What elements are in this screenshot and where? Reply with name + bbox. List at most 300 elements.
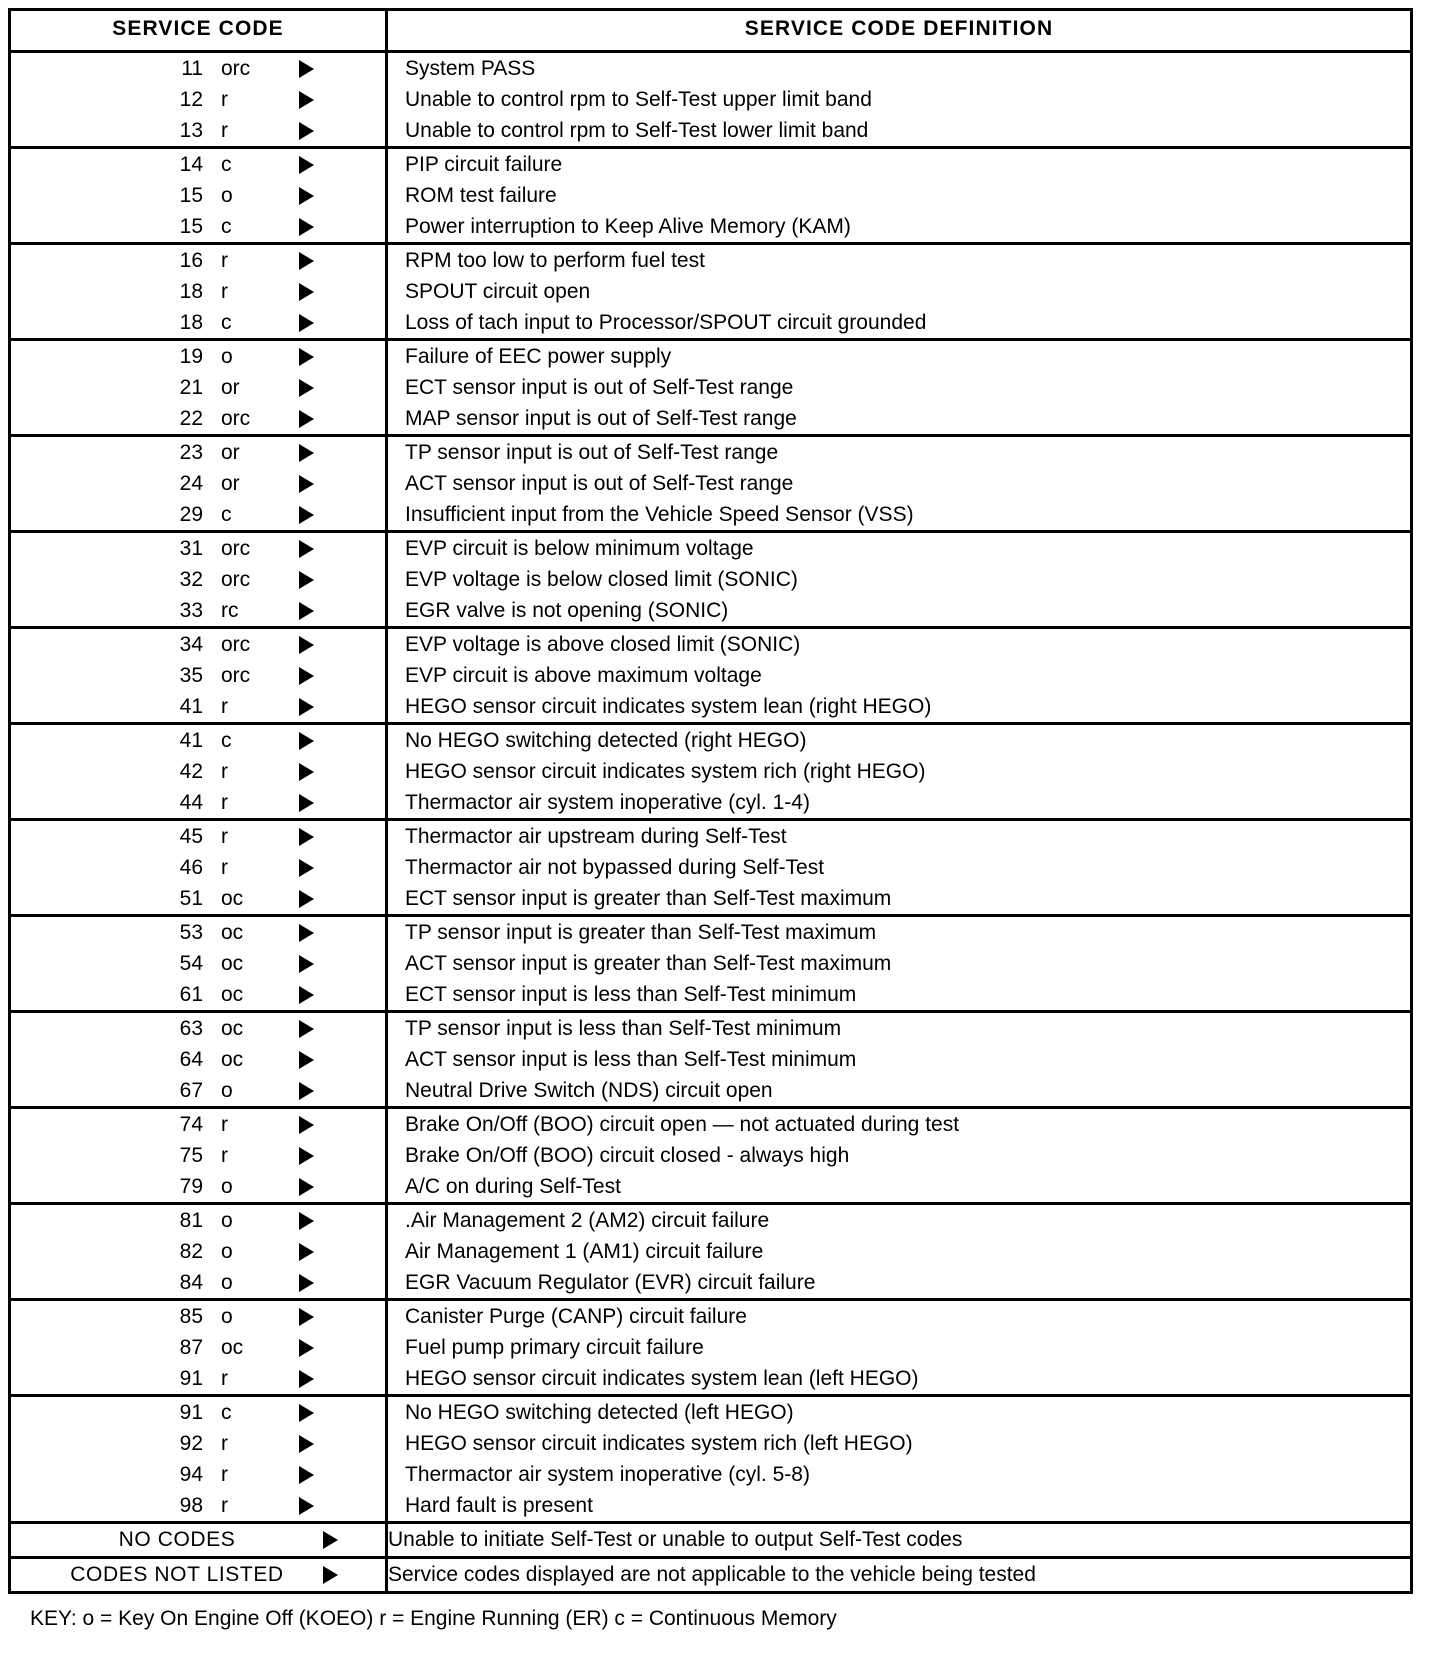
service-code-definition-text: Canister Purge (CANP) circuit failure — [405, 1305, 747, 1328]
service-code-test-modes: orc — [221, 537, 251, 560]
service-code-definition-text: SPOUT circuit open — [405, 280, 591, 303]
right-triangle-bullet-icon — [299, 283, 314, 301]
row-marker — [299, 859, 385, 877]
service-code-definition-lines — [388, 149, 1410, 242]
row-marker — [299, 955, 385, 973]
right-triangle-bullet-icon — [299, 1051, 314, 1069]
service-code-number: 41 — [179, 695, 203, 718]
table-row — [11, 1428, 385, 1459]
right-triangle-bullet-icon — [299, 1082, 314, 1100]
row-marker — [299, 794, 385, 812]
service-code-number: 18 — [179, 280, 203, 303]
service-code-definition-text: Loss of tach input to Processor/SPOUT circuit grounded — [405, 311, 927, 334]
service-code-test-modes: r — [221, 1494, 228, 1517]
service-code-test-modes: r — [221, 88, 228, 111]
table-row — [11, 1363, 385, 1394]
service-code-test-modes: orc — [221, 568, 251, 591]
service-code-number: 53 — [179, 921, 203, 944]
service-code-definition-text: ECT sensor input is out of Self-Test range — [405, 376, 794, 399]
right-triangle-bullet-icon — [299, 571, 314, 589]
right-triangle-bullet-icon — [299, 475, 314, 493]
service-code-lines — [11, 149, 385, 242]
service-code-number: 79 — [179, 1175, 203, 1198]
row-marker — [299, 602, 385, 620]
service-code-test-modes: or — [221, 441, 240, 464]
service-code-cell — [10, 1012, 387, 1108]
row-marker — [299, 1116, 385, 1134]
table-row — [11, 725, 385, 756]
row-marker — [299, 1274, 385, 1292]
table-row — [11, 948, 385, 979]
service-code-number: 31 — [179, 537, 203, 560]
right-triangle-bullet-icon — [299, 91, 314, 109]
service-code-lines — [11, 1109, 385, 1202]
service-code-definition-text: HEGO sensor circuit indicates system rich (left HEGO) — [405, 1432, 913, 1455]
table-row — [11, 1140, 385, 1171]
service-code-cell — [10, 1108, 387, 1204]
service-code-test-modes: r — [221, 1367, 228, 1390]
service-code-test-modes: r — [221, 695, 228, 718]
table-header — [10, 10, 1412, 52]
service-code-number: 41 — [179, 729, 203, 752]
right-triangle-bullet-icon — [299, 156, 314, 174]
row-marker — [299, 91, 385, 109]
service-code-number: 11 — [181, 57, 203, 80]
service-code-cell — [10, 628, 387, 724]
service-code-definition-cell — [387, 1108, 1412, 1204]
row-marker — [299, 379, 385, 397]
service-code-definition-lines — [388, 341, 1410, 434]
service-code-definition-cell — [387, 148, 1412, 244]
table-row-group — [10, 436, 1412, 532]
table-row — [11, 245, 385, 276]
table-row — [11, 499, 385, 530]
service-code-number: 35 — [179, 664, 203, 687]
right-triangle-bullet-icon — [299, 1308, 314, 1326]
service-code-number: 85 — [179, 1305, 203, 1328]
table-row-special — [10, 1523, 1412, 1558]
right-triangle-bullet-icon — [299, 1274, 314, 1292]
service-code-definition-cell — [387, 1300, 1412, 1396]
row-marker — [299, 410, 385, 428]
service-code-number: 82 — [179, 1240, 203, 1263]
table-row — [11, 211, 385, 242]
row-marker — [299, 218, 385, 236]
table-row — [11, 1397, 385, 1428]
service-code-definition-text: No HEGO switching detected (left HEGO) — [405, 1401, 794, 1424]
row-marker — [299, 314, 385, 332]
service-code-cell — [10, 436, 387, 532]
table-row — [11, 437, 385, 468]
right-triangle-bullet-icon — [299, 60, 314, 78]
service-code-definition-text: EVP voltage is below closed limit (SONIC) — [405, 568, 798, 591]
service-code-number: 34 — [179, 633, 203, 656]
table-row-group — [10, 148, 1412, 244]
service-code-definition-text: RPM too low to perform fuel test — [405, 249, 705, 272]
table-row-group — [10, 1396, 1412, 1523]
service-code-definition-text: Insufficient input from the Vehicle Speed Sensor (VSS) — [405, 503, 914, 526]
right-triangle-bullet-icon — [299, 924, 314, 942]
row-marker — [299, 828, 385, 846]
service-code-definition-text: EGR valve is not opening (SONIC) — [405, 599, 729, 622]
table-row — [11, 917, 385, 948]
column-header-service-code-definition: SERVICE CODE DEFINITION — [387, 10, 1412, 52]
row-marker — [323, 1566, 385, 1584]
right-triangle-bullet-icon — [299, 410, 314, 428]
service-code-cell — [10, 340, 387, 436]
service-code-definition-text: Thermactor air system inoperative (cyl. 1-4) — [405, 791, 810, 814]
service-code-cell — [10, 724, 387, 820]
table-row-group — [10, 1108, 1412, 1204]
service-code-number: 15 — [179, 215, 203, 238]
service-code-test-modes: o — [221, 184, 233, 207]
right-triangle-bullet-icon — [299, 794, 314, 812]
row-marker — [299, 122, 385, 140]
service-code-definition-text: EVP voltage is above closed limit (SONIC) — [405, 633, 801, 656]
column-header-service-code: SERVICE CODE — [10, 10, 387, 52]
service-code-definition-text: Hard fault is present — [405, 1494, 593, 1517]
table-row — [11, 1236, 385, 1267]
table-body — [10, 52, 1412, 1593]
table-row — [11, 1171, 385, 1202]
service-code-definition-text: TP sensor input is less than Self-Test minimum — [405, 1017, 842, 1040]
service-code-lines — [11, 1205, 385, 1298]
row-marker — [299, 890, 385, 908]
row-marker — [299, 283, 385, 301]
service-code-number: 91 — [179, 1401, 203, 1424]
service-code-definition-text: ACT sensor input is greater than Self-Test maximum — [405, 952, 892, 975]
table-row-group — [10, 820, 1412, 916]
service-code-definition-cell — [387, 916, 1412, 1012]
key-legend: KEY: o = Key On Engine Off (KOEO) r = Engine Running (ER) c = Continuous Memory — [30, 1607, 837, 1630]
right-triangle-bullet-icon — [323, 1566, 338, 1584]
service-code-number: 91 — [179, 1367, 203, 1390]
right-triangle-bullet-icon — [299, 187, 314, 205]
service-code-number: 44 — [179, 791, 203, 814]
table-row — [11, 979, 385, 1010]
service-code-definition-text: ACT sensor input is less than Self-Test minimum — [405, 1048, 857, 1071]
service-code-definition-text: MAP sensor input is out of Self-Test range — [405, 407, 797, 430]
row-marker — [323, 1531, 385, 1549]
service-code-number: 54 — [179, 952, 203, 975]
service-code-test-modes: r — [221, 1113, 228, 1136]
service-code-definition-lines — [388, 821, 1410, 914]
table-row — [11, 307, 385, 338]
right-triangle-bullet-icon — [299, 218, 314, 236]
service-code-cell — [10, 1523, 387, 1558]
service-code-test-modes: c — [221, 215, 232, 238]
service-code-definition-cell — [387, 1204, 1412, 1300]
right-triangle-bullet-icon — [299, 444, 314, 462]
row-marker — [299, 1435, 385, 1453]
special-code-inner — [11, 1524, 385, 1556]
service-code-cell — [10, 1204, 387, 1300]
service-code-definition-text: TP sensor input is greater than Self-Test maximum — [405, 921, 877, 944]
service-code-cell — [10, 1558, 387, 1593]
service-code-definition-text: Thermactor air upstream during Self-Test — [405, 825, 787, 848]
service-code-lines — [11, 917, 385, 1010]
right-triangle-bullet-icon — [299, 667, 314, 685]
service-code-test-modes: or — [221, 376, 240, 399]
right-triangle-bullet-icon — [299, 763, 314, 781]
service-code-lines — [11, 437, 385, 530]
service-code-number: 45 — [179, 825, 203, 848]
table-row — [11, 1267, 385, 1298]
service-code-number: 19 — [179, 345, 203, 368]
table-row-group — [10, 1012, 1412, 1108]
row-marker — [299, 1339, 385, 1357]
table-row — [11, 180, 385, 211]
right-triangle-bullet-icon — [299, 1212, 314, 1230]
table-row — [11, 403, 385, 434]
service-code-definition-text: TP sensor input is out of Self-Test range — [405, 441, 779, 464]
row-marker — [299, 1243, 385, 1261]
service-code-test-modes: r — [221, 791, 228, 814]
service-code-number: 14 — [179, 153, 203, 176]
special-code-label: CODES NOT LISTED — [70, 1563, 284, 1586]
table-row — [11, 691, 385, 722]
service-code-test-modes: o — [221, 1271, 233, 1294]
service-code-number: 81 — [179, 1209, 203, 1232]
service-code-definition-cell — [387, 820, 1412, 916]
special-code-inner — [11, 1559, 385, 1591]
service-code-test-modes: o — [221, 1305, 233, 1328]
row-marker — [299, 348, 385, 366]
row-marker — [299, 1051, 385, 1069]
service-code-test-modes: r — [221, 1144, 228, 1167]
row-marker — [299, 1308, 385, 1326]
table-row — [11, 787, 385, 818]
service-code-test-modes: r — [221, 856, 228, 879]
service-code-definition-cell — [387, 724, 1412, 820]
service-code-lines — [11, 341, 385, 434]
service-code-definition-text: ECT sensor input is less than Self-Test minimum — [405, 983, 857, 1006]
table-row — [11, 84, 385, 115]
service-code-cell — [10, 244, 387, 340]
table-row — [11, 1044, 385, 1075]
service-code-definition-text: ROM test failure — [405, 184, 557, 207]
row-marker — [299, 1178, 385, 1196]
service-code-test-modes: oc — [221, 1336, 244, 1359]
service-code-cell — [10, 1300, 387, 1396]
table-row — [11, 1013, 385, 1044]
service-code-number: 21 — [179, 376, 203, 399]
row-marker — [299, 60, 385, 78]
table-row — [11, 1490, 385, 1521]
service-code-test-modes: r — [221, 249, 228, 272]
service-code-test-modes: r — [221, 825, 228, 848]
service-code-definition-cell — [387, 340, 1412, 436]
service-code-number: 61 — [179, 983, 203, 1006]
right-triangle-bullet-icon — [299, 1404, 314, 1422]
service-code-definition-lines — [388, 629, 1410, 722]
service-code-lines — [11, 1397, 385, 1521]
service-code-test-modes: oc — [221, 952, 244, 975]
row-marker — [299, 1466, 385, 1484]
service-code-number: 63 — [179, 1017, 203, 1040]
service-code-test-modes: rc — [221, 599, 239, 622]
service-code-test-modes: oc — [221, 1048, 244, 1071]
service-code-test-modes: o — [221, 1240, 233, 1263]
service-code-definition-text: ACT sensor input is out of Self-Test range — [405, 472, 794, 495]
table-row-group — [10, 628, 1412, 724]
row-marker — [299, 1212, 385, 1230]
special-code-label: NO CODES — [118, 1528, 236, 1551]
table-row — [11, 821, 385, 852]
service-code-definition-lines — [388, 1397, 1410, 1521]
service-code-definition-lines — [388, 725, 1410, 818]
service-code-test-modes: oc — [221, 983, 244, 1006]
service-code-definition-cell — [387, 1012, 1412, 1108]
service-code-number: 92 — [179, 1432, 203, 1455]
row-marker — [299, 1404, 385, 1422]
table-row-group — [10, 244, 1412, 340]
right-triangle-bullet-icon — [299, 1116, 314, 1134]
service-code-definition-text: ECT sensor input is greater than Self-Test maximum — [405, 887, 892, 910]
service-code-definition-text: Thermactor air system inoperative (cyl. 5-8) — [405, 1463, 810, 1486]
right-triangle-bullet-icon — [299, 890, 314, 908]
service-code-number: 12 — [179, 88, 203, 111]
service-code-definition-text: System PASS — [405, 57, 536, 80]
row-marker — [299, 667, 385, 685]
service-code-number: 98 — [179, 1494, 203, 1517]
service-code-number: 18 — [179, 311, 203, 334]
service-code-lines — [11, 533, 385, 626]
right-triangle-bullet-icon — [299, 986, 314, 1004]
service-code-test-modes: orc — [221, 633, 251, 656]
table-row — [11, 660, 385, 691]
service-code-definition-lines — [388, 917, 1410, 1010]
service-code-definition-text: Unable to control rpm to Self-Test upper limit band — [405, 88, 872, 111]
service-code-cell — [10, 532, 387, 628]
row-marker — [299, 252, 385, 270]
table-row-group — [10, 1300, 1412, 1396]
service-code-test-modes: r — [221, 1432, 228, 1455]
service-code-test-modes: r — [221, 760, 228, 783]
service-code-definition-cell — [387, 1523, 1412, 1558]
service-code-definition-cell — [387, 436, 1412, 532]
service-code-lines — [11, 821, 385, 914]
service-code-definition-lines — [388, 533, 1410, 626]
service-code-definition-text: Unable to initiate Self-Test or unable to output Self-Test codes — [388, 1528, 963, 1551]
service-code-number: 24 — [179, 472, 203, 495]
service-code-test-modes: oc — [221, 921, 244, 944]
table-row — [11, 595, 385, 626]
service-code-definition-lines — [388, 1205, 1410, 1298]
service-code-definition-text: HEGO sensor circuit indicates system lean (left HEGO) — [405, 1367, 919, 1390]
service-code-test-modes: o — [221, 1079, 233, 1102]
table-row — [11, 1459, 385, 1490]
right-triangle-bullet-icon — [299, 1147, 314, 1165]
right-triangle-bullet-icon — [299, 955, 314, 973]
right-triangle-bullet-icon — [299, 602, 314, 620]
right-triangle-bullet-icon — [299, 636, 314, 654]
service-code-definition-cell — [387, 532, 1412, 628]
row-marker — [299, 506, 385, 524]
service-code-definition-lines — [388, 1109, 1410, 1202]
table-row — [11, 1205, 385, 1236]
service-code-number: 94 — [179, 1463, 203, 1486]
service-code-test-modes: r — [221, 119, 228, 142]
table-row — [11, 1075, 385, 1106]
table-row — [11, 115, 385, 146]
right-triangle-bullet-icon — [299, 348, 314, 366]
service-code-test-modes: c — [221, 153, 232, 176]
table-row — [11, 883, 385, 914]
service-code-definition-cell — [387, 628, 1412, 724]
service-code-definition-text: A/C on during Self-Test — [405, 1175, 621, 1198]
service-code-definition-cell — [387, 52, 1412, 148]
table-row-special — [10, 1558, 1412, 1593]
service-code-number: 23 — [179, 441, 203, 464]
table-row-group — [10, 340, 1412, 436]
service-code-test-modes: orc — [221, 664, 251, 687]
service-code-definition-cell — [387, 244, 1412, 340]
service-code-test-modes: or — [221, 472, 240, 495]
service-code-test-modes: o — [221, 345, 233, 368]
service-code-definition-text: EGR Vacuum Regulator (EVR) circuit failure — [405, 1271, 816, 1294]
service-code-definition-cell — [387, 1558, 1412, 1593]
service-code-definition-text: HEGO sensor circuit indicates system rich (right HEGO) — [405, 760, 926, 783]
row-marker — [299, 924, 385, 942]
right-triangle-bullet-icon — [299, 698, 314, 716]
service-code-definition-text: Service codes displayed are not applicable to the vehicle being tested — [388, 1563, 1036, 1586]
right-triangle-bullet-icon — [299, 506, 314, 524]
right-triangle-bullet-icon — [299, 314, 314, 332]
table-row — [11, 1109, 385, 1140]
service-code-test-modes: orc — [221, 57, 251, 80]
row-marker — [299, 698, 385, 716]
service-code-number: 51 — [179, 887, 203, 910]
service-code-number: 29 — [179, 503, 203, 526]
table-row — [11, 468, 385, 499]
service-code-number: 15 — [179, 184, 203, 207]
service-code-cell — [10, 148, 387, 244]
service-code-definition-lines — [388, 1013, 1410, 1106]
right-triangle-bullet-icon — [299, 252, 314, 270]
row-marker — [299, 986, 385, 1004]
service-code-lines — [11, 1013, 385, 1106]
service-code-number: 22 — [179, 407, 203, 430]
table-row — [11, 564, 385, 595]
table-row — [11, 372, 385, 403]
table-row — [11, 1332, 385, 1363]
service-code-definition-text: Brake On/Off (BOO) circuit closed - always high — [405, 1144, 850, 1167]
service-code-definition-text: Thermactor air not bypassed during Self-Test — [405, 856, 825, 879]
service-code-lines — [11, 53, 385, 146]
row-marker — [299, 1020, 385, 1038]
table-row-group — [10, 1204, 1412, 1300]
row-marker — [299, 571, 385, 589]
right-triangle-bullet-icon — [323, 1531, 338, 1549]
service-code-lines — [11, 629, 385, 722]
service-code-number: 42 — [179, 760, 203, 783]
right-triangle-bullet-icon — [299, 1497, 314, 1515]
right-triangle-bullet-icon — [299, 1466, 314, 1484]
service-code-definition-text: EVP circuit is above maximum voltage — [405, 664, 762, 687]
service-code-lines — [11, 1301, 385, 1394]
right-triangle-bullet-icon — [299, 1370, 314, 1388]
service-code-number: 32 — [179, 568, 203, 591]
service-code-number: 87 — [179, 1336, 203, 1359]
table-row-group — [10, 532, 1412, 628]
row-marker — [299, 475, 385, 493]
service-code-definition-text: Unable to control rpm to Self-Test lower limit band — [405, 119, 869, 142]
service-code-test-modes: oc — [221, 887, 244, 910]
table-row — [11, 629, 385, 660]
service-code-cell — [10, 916, 387, 1012]
table-row-group — [10, 724, 1412, 820]
